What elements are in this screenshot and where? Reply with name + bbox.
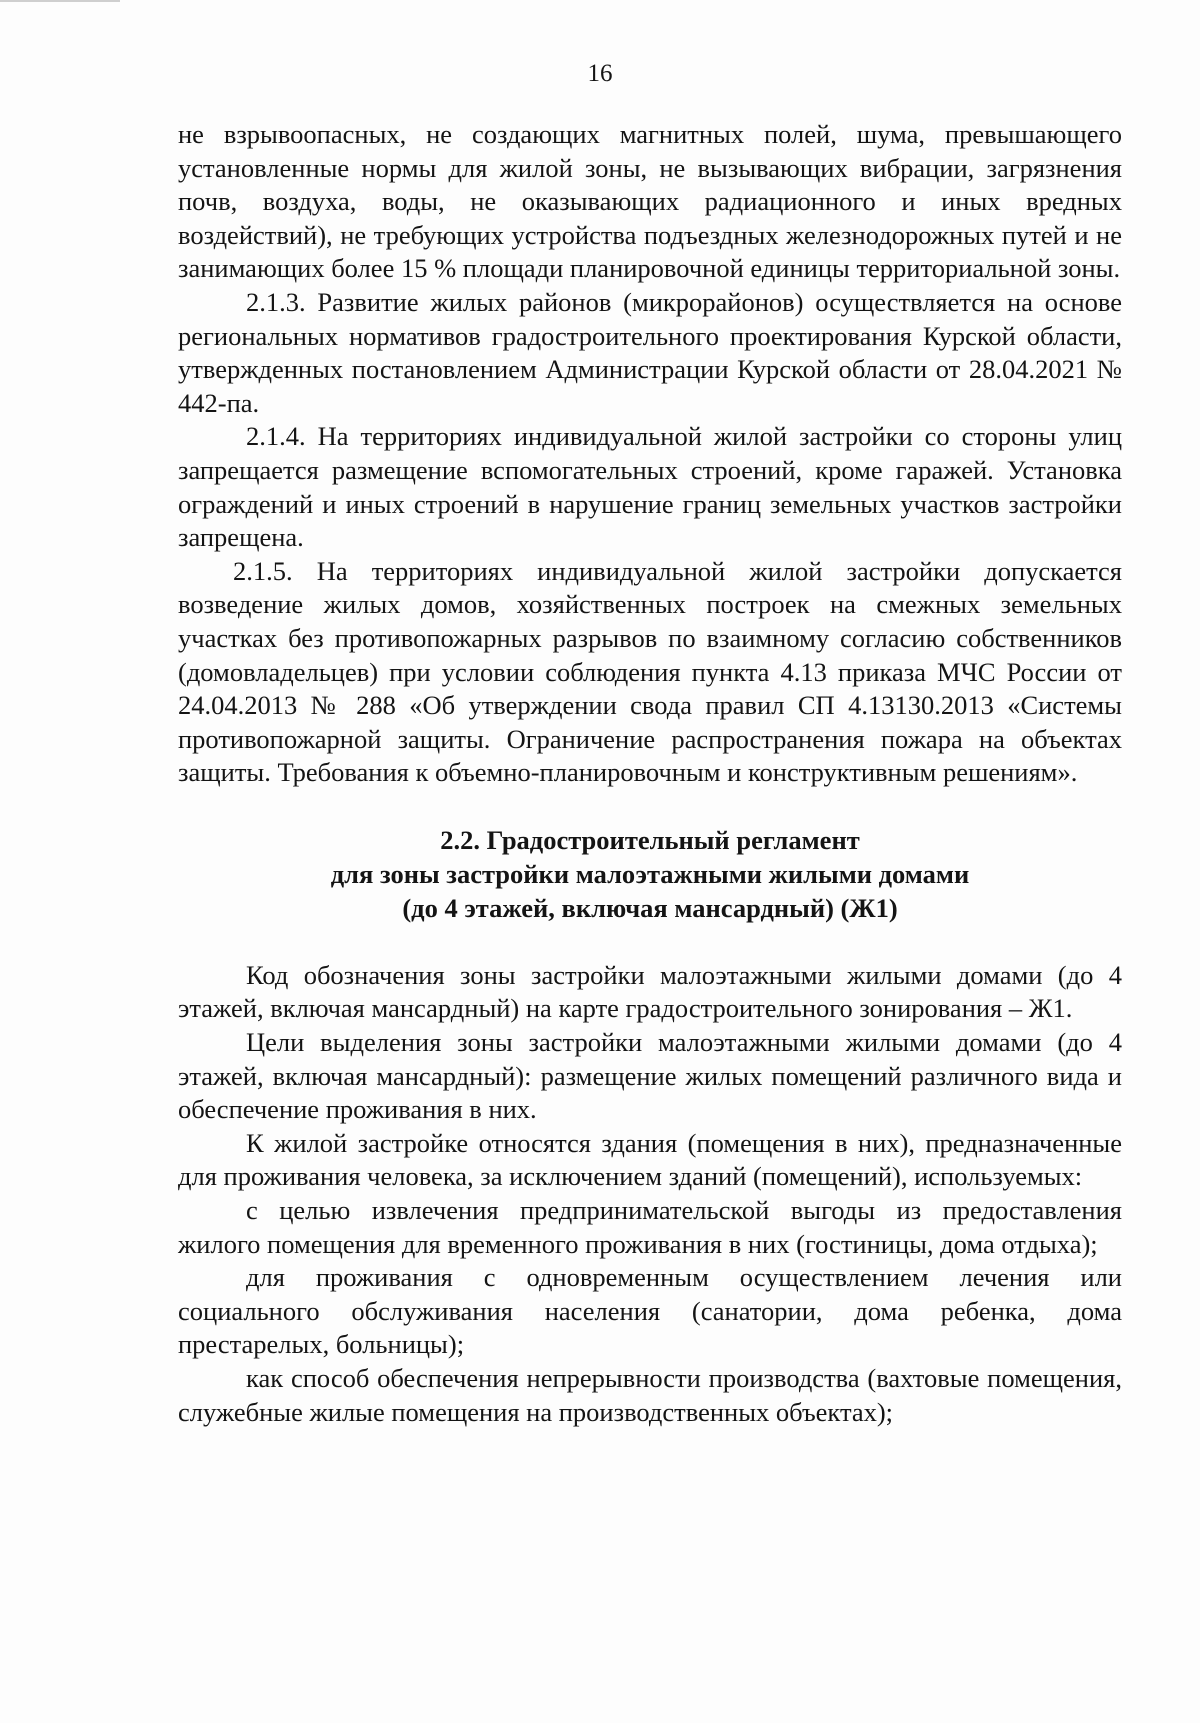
heading-line-2: для зоны застройки малоэтажными жилыми домами [330, 858, 970, 889]
paragraph-2-1-5: 2.1.5. На территориях индивидуальной жилой застройки допускается возведение жилых домов, хозяйственных построек на смежных земельных участках без противопожарных разрывов по взаимному согласию собственников (домовладельцев) при условии соблюдения пункта 4.13 приказа МЧС России от 24.04.2013 № 288 «Об утверждении свода правил СП 4.13130.2013 «Системы противопожарной защиты. Ограничение распространения пожара на объектах защиты. Требования к объемно-планировочным и конструктивным решениям». [178, 555, 1122, 788]
paragraph-2-1-3: 2.1.3. Развитие жилых районов (микрорайонов) осуществляется на основе региональных нормативов градостроительного проектирования Курской области, утвержденных постановлением Администрации Курской области от 28.04.2021 № 442-па. [178, 286, 1122, 418]
paragraph-2-1-4: 2.1.4. На территориях индивидуальной жилой застройки со стороны улиц запрещается размещение вспомогательных строений, кроме гаражей. Установка ограждений и иных строений в нарушение границ земельных участков застройки запрещена. [178, 421, 1122, 553]
paragraph-zone-code: Код обозначения зоны застройки малоэтажными жилыми домами (до 4 этажей, включая мансардный) на карте градостроительного зонирования – Ж1. [178, 959, 1122, 1024]
paragraph-continuation: не взрывоопасных, не создающих магнитных полей, шума, превышающего установленные нормы для жилой зоны, не вызывающих вибрации, загрязнения почв, воздуха, воды, не оказывающих радиационного и иных вредных воздействий), не требующих устройства подъездных железнодорожных путей и не занимающих более 15 % площади планировочной единицы территориальной зоны. [178, 119, 1122, 284]
document-body [178, 118, 1122, 1429]
paragraph-residential-definition: К жилой застройке относятся здания (помещения в них), предназначенные для проживания человека, за исключением зданий (помещений), используемых: [178, 1127, 1122, 1192]
section-heading-2-2 [178, 823, 1122, 925]
heading-line-1: 2.2. Градостроительный регламент [440, 824, 860, 855]
paragraph-zone-goals: Цели выделения зоны застройки малоэтажными жилыми домами (до 4 этажей, включая мансардный): размещение жилых помещений различного вида и обеспечение проживания в них. [178, 1027, 1122, 1125]
paragraph-exclusion-shift-housing: как способ обеспечения непрерывности производства (вахтовые помещения, служебные жилые помещения на производственных объектах); [178, 1363, 1122, 1427]
page-number: 16 [587, 60, 613, 87]
scan-edge-mark [0, 0, 120, 2]
paragraph-exclusion-hotels: с целью извлечения предпринимательской выгоды из предоставления жилого помещения для временного проживания в них (гостиницы, дома отдыха); [178, 1195, 1122, 1259]
heading-line-3: (до 4 этажей, включая мансардный) (Ж1) [402, 892, 898, 923]
paragraph-exclusion-medical: для проживания с одновременным осуществлением лечения или социального обслуживания населения (санатории, дома ребенка, дома престарелых, больницы); [178, 1262, 1122, 1360]
